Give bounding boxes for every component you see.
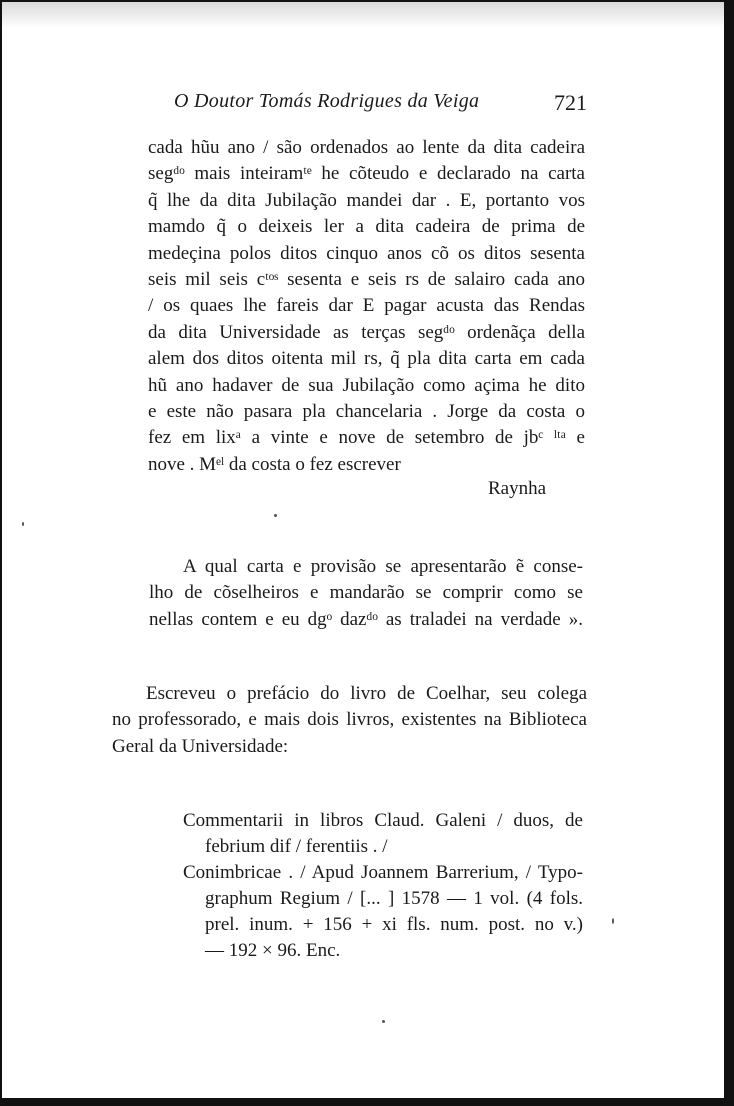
text-line: seis mil seis cᵗᵒˢ sesenta e seis rs de salairo cada ano (148, 268, 585, 290)
text-line: q̃ lhe da dita Jubilação mandei dar . E, portanto vos (148, 189, 585, 211)
text-line: Commentarii in libros Claud. Galeni / duos, de (183, 810, 583, 831)
page-number: 721 (554, 90, 587, 115)
scan-speck (22, 522, 24, 526)
closing-paragraph (149, 554, 583, 633)
text-line: graphum Regium / [... ] 1578 — 1 vol. (4 fols. (205, 888, 583, 909)
text-line: nellas contem e eu dgᵒ dazᵈᵒ as traladei na verdade ». (149, 608, 583, 630)
text-line: nove . Mᵉˡ da costa o fez escrever (148, 453, 401, 475)
text-line: Conimbricae . / Apud Joannem Barrerium, / Typo- (183, 862, 583, 883)
text-line: hũ ano hadaver de sua Jubilação como açima he dito (148, 374, 585, 396)
scan-speck (612, 918, 614, 924)
text-line: fez em lixᵃ a vinte e nove de setembro de jbᶜ ˡᵗᵃ e (148, 427, 585, 449)
scan-speck (382, 1020, 385, 1023)
text-line: — 192 × 96. Enc. (205, 940, 341, 961)
bibliographic-entry (183, 808, 583, 964)
text-line: prel. inum. + 156 + xi fls. num. post. no v.) (205, 914, 583, 935)
scan-shadow (2, 2, 732, 28)
text-line: / os quaes lhe fareis dar E pagar acusta das Rendas (148, 295, 585, 317)
text-line: lho de cõselheiros e mandarão se comprir como se (149, 582, 583, 604)
text-line: febrium dif / ferentiis . / (205, 836, 388, 857)
text-line: segᵈᵒ mais inteiramᵗᵉ he cõteudo e declarado na carta (148, 163, 585, 185)
text-line: Escreveu o prefácio do livro de Coelhar, seu colega (146, 683, 587, 704)
scan-edge-bottom (2, 1098, 732, 1104)
scan-edge-right (724, 2, 732, 1104)
text-line: A qual carta e provisão se apresentarão ẽ conse- (183, 556, 583, 577)
text-line: e este não pasara pla chancelaria . Jorge da costa o (148, 400, 585, 422)
text-line: mamdo q̃ o deixeis ler a dita cadeira de prima de (148, 216, 585, 238)
text-line: cada hũu ano / são ordenados ao lente da dita cadeira (148, 137, 585, 158)
running-title: O Doutor Tomás Rodrigues da Veiga (174, 90, 480, 112)
text-line: alem dos ditos oitenta mil rs, q̃ pla dita carta em cada (148, 348, 585, 370)
scan-speck (274, 514, 277, 517)
text-line: medeçina polos ditos cinquo anos cõ os ditos sesenta (148, 242, 585, 264)
text-line: da dita Universidade as terças segᵈᵒ ordenãça della (148, 321, 585, 343)
letter-text (148, 135, 585, 478)
text-line: Geral da Universidade: (112, 735, 289, 757)
text-line: no professorado, e mais dois livros, existentes na Biblioteca (112, 709, 587, 731)
commentary-paragraph (112, 681, 587, 760)
signature: Raynha (488, 478, 547, 499)
